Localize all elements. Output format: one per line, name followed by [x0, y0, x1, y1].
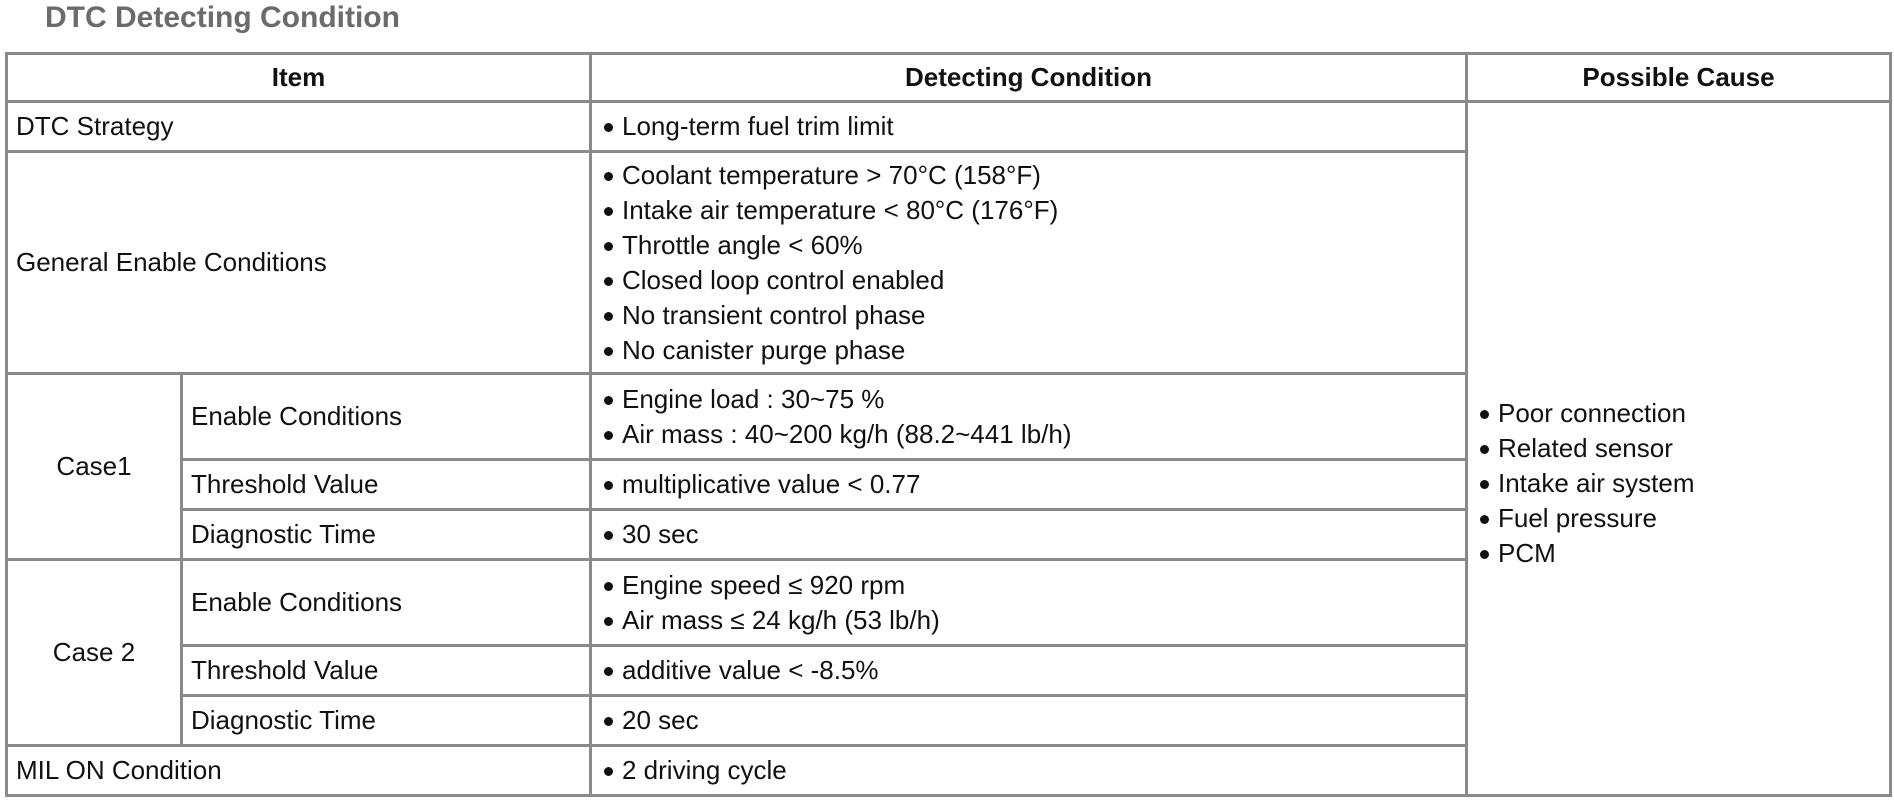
item-case2-enable: Enable Conditions — [182, 560, 591, 646]
header-possible-cause: Possible Cause — [1467, 54, 1891, 102]
item-case2: Case 2 — [7, 560, 182, 746]
cause-item: Related sensor — [1476, 431, 1881, 466]
condition-case2-enable — [591, 560, 1467, 646]
condition-item: Intake air temperature < 80°C (176°F) — [600, 193, 1457, 228]
condition-item: Closed loop control enabled — [600, 263, 1457, 298]
header-detecting-condition: Detecting Condition — [591, 54, 1467, 102]
item-dtc-strategy: DTC Strategy — [7, 102, 591, 152]
cause-item: Fuel pressure — [1476, 501, 1881, 536]
dtc-condition-table — [5, 52, 1892, 797]
page-title: DTC Detecting Condition — [45, 1, 400, 34]
item-mil-on: MIL ON Condition — [7, 746, 591, 796]
possible-cause-cell — [1467, 102, 1891, 796]
item-case2-threshold: Threshold Value — [182, 646, 591, 696]
header-item: Item — [7, 54, 591, 102]
item-general-enable: General Enable Conditions — [7, 152, 591, 374]
condition-item: No transient control phase — [600, 298, 1457, 333]
condition-item: Coolant temperature > 70°C (158°F) — [600, 158, 1457, 193]
condition-general-enable — [591, 152, 1467, 374]
condition-item: Long-term fuel trim limit — [600, 109, 1457, 144]
item-case1-time: Diagnostic Time — [182, 510, 591, 560]
condition-item: 2 driving cycle — [600, 753, 1457, 788]
table-header-row — [7, 54, 1891, 102]
condition-item: 30 sec — [600, 517, 1457, 552]
cause-item: Intake air system — [1476, 466, 1881, 501]
condition-item: Engine speed ≤ 920 rpm — [600, 568, 1457, 603]
condition-item: Air mass : 40~200 kg/h (88.2~441 lb/h) — [600, 417, 1457, 452]
cause-item: Poor connection — [1476, 396, 1881, 431]
cause-item: PCM — [1476, 536, 1881, 571]
condition-dtc-strategy — [591, 102, 1467, 152]
item-case1-threshold: Threshold Value — [182, 460, 591, 510]
condition-mil-on — [591, 746, 1467, 796]
condition-item: Air mass ≤ 24 kg/h (53 lb/h) — [600, 603, 1457, 638]
item-case2-time: Diagnostic Time — [182, 696, 591, 746]
item-case1: Case1 — [7, 374, 182, 560]
condition-case2-threshold — [591, 646, 1467, 696]
condition-item: Engine load : 30~75 % — [600, 382, 1457, 417]
condition-item: multiplicative value < 0.77 — [600, 467, 1457, 502]
condition-item: additive value < -8.5% — [600, 653, 1457, 688]
condition-item: 20 sec — [600, 703, 1457, 738]
condition-item: Throttle angle < 60% — [600, 228, 1457, 263]
condition-case2-time — [591, 696, 1467, 746]
table-row-dtc-strategy — [7, 102, 1891, 152]
condition-case1-enable — [591, 374, 1467, 460]
condition-case1-time — [591, 510, 1467, 560]
condition-case1-threshold — [591, 460, 1467, 510]
item-case1-enable: Enable Conditions — [182, 374, 591, 460]
condition-item: No canister purge phase — [600, 333, 1457, 368]
